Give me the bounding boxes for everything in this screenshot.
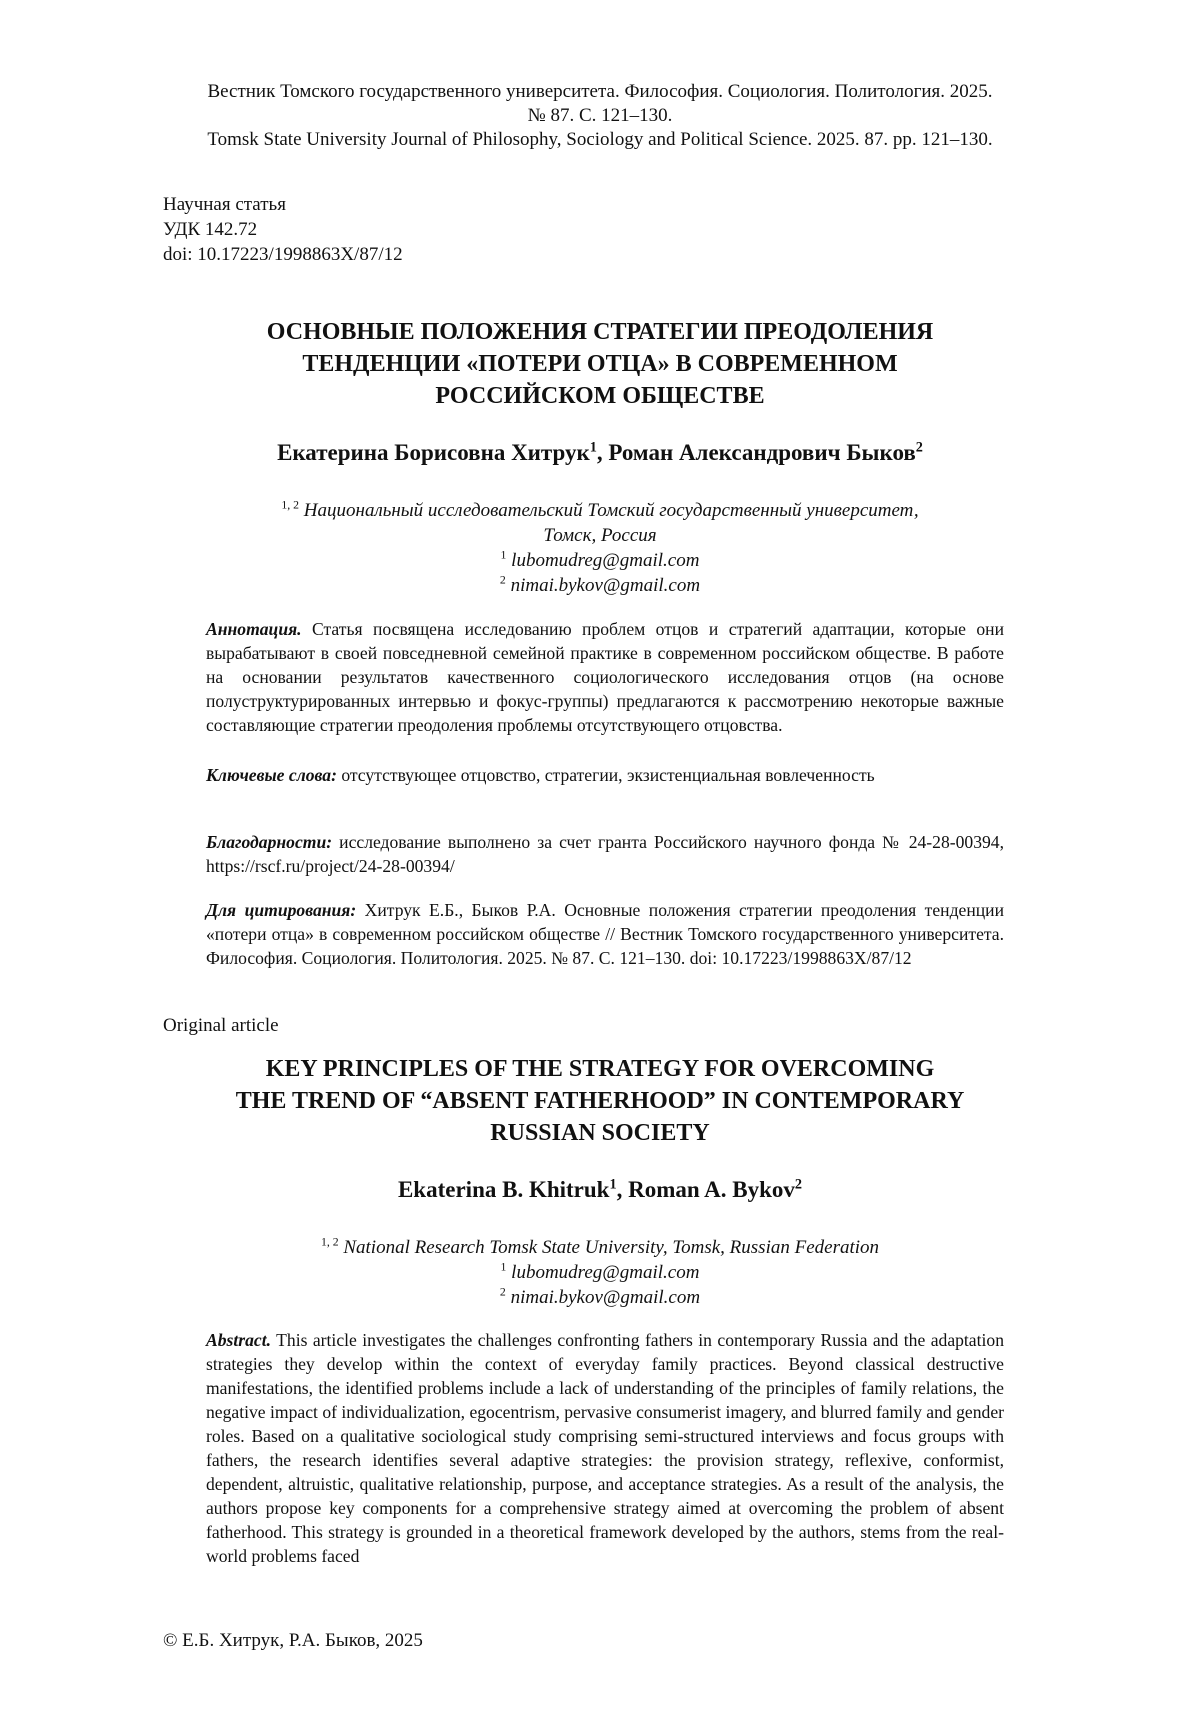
author-separator-ru: ,: [596, 440, 609, 465]
copyright-notice: © Е.Б. Хитрук, Р.А. Быков, 2025: [163, 1630, 423, 1651]
email-2-ru-sup: 2: [499, 573, 506, 587]
authors-en: [150, 1175, 1050, 1205]
email-1-en-sup: 1: [500, 1260, 507, 1274]
affiliation-en-sup: 1, 2: [320, 1235, 339, 1249]
affiliation-en: [150, 1235, 1050, 1310]
acknowledgements-ru-text: исследование выполнено за счет гранта Российского научного фонда № 24-28-00394, https://rscf.ru/project/24-28-00394/: [206, 832, 1004, 876]
author-2-en: Roman A. Bykov: [628, 1177, 795, 1202]
author-separator-en: ,: [616, 1177, 629, 1202]
author-1-en-sup: 1: [609, 1176, 617, 1193]
email-1-ru-sup: 1: [500, 548, 507, 562]
author-1-ru-sup: 1: [589, 439, 597, 456]
acknowledgements-ru-label: Благодарности:: [206, 832, 333, 852]
doi: doi: 10.17223/1998863X/87/12: [163, 244, 403, 265]
title-ru-line-1: ОСНОВНЫЕ ПОЛОЖЕНИЯ СТРАТЕГИИ ПРЕОДОЛЕНИЯ: [266, 319, 934, 345]
keywords-ru-label: Ключевые слова:: [206, 765, 337, 785]
affiliation-ru: [150, 498, 1050, 598]
author-1-ru: Екатерина Борисовна Хитрук: [277, 440, 590, 465]
email-1-ru: lubomudreg@gmail.com: [511, 550, 700, 571]
article-meta-ru: [163, 192, 763, 267]
affiliation-ru-line-1: Национальный исследовательский Томский государственный университет,: [303, 500, 919, 521]
abstract-en: [206, 1328, 1004, 1568]
email-2-ru: nimai.bykov@gmail.com: [510, 575, 701, 596]
title-ru-line-3: РОССИЙСКОМ ОБЩЕСТВЕ: [435, 383, 765, 409]
citation-ru-text: Хитрук Е.Б., Быков Р.А. Основные положения стратегии преодоления тенденции «потери отца» в современном российском обществе // Вестник Томского государственного университета. Философия. Социология. Политология. 2025. № 87. С. 121–130. doi: 10.17223/1998863X/87/12: [206, 900, 1004, 968]
citation-ru-label: Для цитирования:: [206, 900, 357, 920]
title-en-line-2: THE TREND OF “ABSENT FATHERHOOD” IN CONTEMPORARY: [235, 1088, 965, 1114]
acknowledgements-ru: [206, 830, 1004, 878]
author-2-ru-sup: 2: [915, 439, 923, 456]
abstract-ru: [206, 617, 1004, 737]
article-type-en: Original article: [163, 1015, 279, 1036]
email-2-en-sup: 2: [499, 1285, 506, 1299]
abstract-ru-text: Статья посвящена исследованию проблем отцов и стратегий адаптации, которые они вырабатывают в своей повседневной семейной практике в современном российском обществе. В работе на основании результатов качественного социологического исследования отцов (на основе полуструктурированных интервью и фокус-группы) предлагаются к рассмотрению некоторые важные составляющие стратегии преодоления проблемы отсутствующего отцовства.: [206, 619, 1004, 735]
abstract-ru-label: Аннотация.: [206, 619, 302, 639]
authors-ru: [150, 438, 1050, 468]
keywords-ru-text: отсутствующее отцовство, стратегии, экзистенциальная вовлеченность: [336, 765, 875, 785]
email-2-en: nimai.bykov@gmail.com: [510, 1287, 701, 1308]
abstract-en-text: This article investigates the challenges confronting fathers in contemporary Russia and the adaptation strategies they develop within the context of everyday family practices. Beyond classical destructive manifestations, the identified problems include a lack of understanding of the principles of family relations, the negative impact of individualization, egocentrism, pervasive consumerist imagery, and blurred family and gender roles. Based on a qualitative sociological study comprising semi-structured interviews and focus groups with fathers, the research identifies several adaptive strategies: the provision strategy, reflexive, conformist, dependent, altruistic, qualitative relationship, purpose, and acceptance strategies. As a result of the analysis, the authors propose key components for a comprehensive strategy aimed at overcoming the problem of absent fatherhood. This strategy is grounded in a theoretical framework developed by the authors, stems from the real-world problems faced: [206, 1330, 1004, 1566]
title-en: [150, 1053, 1050, 1149]
affiliation-ru-line-2: Томск, Россия: [543, 525, 657, 546]
keywords-ru: [206, 763, 1004, 787]
journal-issue-ru: № 87. С. 121–130.: [527, 105, 673, 126]
journal-citation-en: Tomsk State University Journal of Philosophy, Sociology and Political Science. 2025. 87. pp. 121–130.: [207, 129, 993, 150]
author-2-en-sup: 2: [794, 1176, 803, 1193]
affiliation-en-text: National Research Tomsk State University, Tomsk, Russian Federation: [343, 1237, 880, 1258]
affiliation-ru-sup: 1, 2: [281, 498, 300, 512]
title-en-line-1: KEY PRINCIPLES OF THE STRATEGY FOR OVERCOMING: [265, 1056, 935, 1082]
journal-citation-ru: Вестник Томского государственного университета. Философия. Социология. Политология. 2025.: [207, 81, 993, 102]
title-ru: [150, 316, 1050, 412]
title-en-line-3: RUSSIAN SOCIETY: [490, 1120, 710, 1146]
author-1-en: Ekaterina B. Khitruk: [397, 1177, 610, 1202]
title-ru-line-2: ТЕНДЕНЦИИ «ПОТЕРИ ОТЦА» В СОВРЕМЕННОМ: [302, 351, 898, 377]
email-1-en: lubomudreg@gmail.com: [511, 1262, 700, 1283]
abstract-en-label: Abstract.: [206, 1330, 272, 1350]
article-type-ru: Научная статья: [163, 194, 286, 215]
author-2-ru: Роман Александрович Быков: [608, 440, 916, 465]
udc-code: УДК 142.72: [163, 219, 258, 240]
journal-header: [140, 80, 1060, 152]
citation-ru: [206, 898, 1004, 970]
